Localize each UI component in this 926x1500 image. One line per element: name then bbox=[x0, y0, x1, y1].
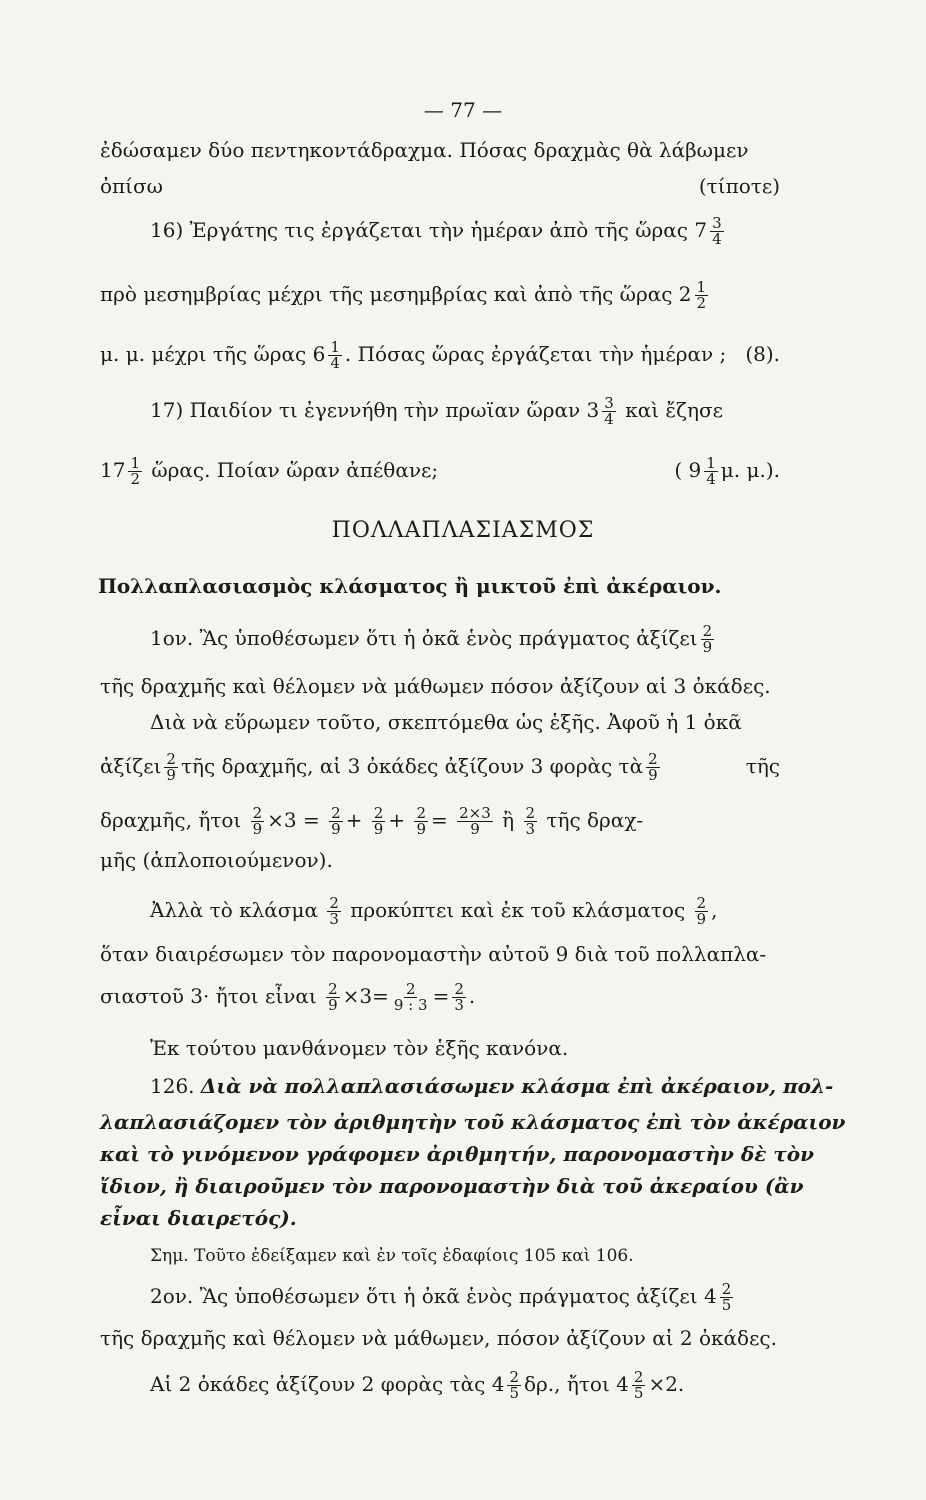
text-line bbox=[150, 708, 780, 736]
line-text: 1ον. Ἂς ὑποθέσωμεν ὅτι ἡ ὀκᾶ ἑνὸς πράγματος ἀξίζει bbox=[150, 626, 698, 650]
fraction: $\frac{2}{3}$ bbox=[454, 980, 464, 1014]
note-line bbox=[150, 1242, 780, 1270]
text-line bbox=[100, 940, 780, 968]
line-text: 16) Ἐργάτης τις ἐργάζεται τὴν ἡμέραν ἀπὸ τῆς ὥρας 7 bbox=[150, 218, 708, 242]
line-text: μῆς (ἁπλοποιούμενον). bbox=[100, 848, 333, 872]
fraction: $\frac{2}{9}$ bbox=[696, 894, 707, 928]
line-text: Αἱ 2 ὀκάδες ἀξίζουν 2 φορὰς τὰς 4 bbox=[150, 1372, 505, 1396]
rule-text: Διὰ νὰ πολλαπλασιάσωμεν κλάσμα ἐπὶ ἀκέραιον, πολ- bbox=[200, 1074, 834, 1098]
fraction: $\frac{2}{9}$ bbox=[328, 980, 338, 1014]
rule-line bbox=[100, 1172, 804, 1200]
operator: + bbox=[388, 808, 406, 832]
fraction: $\frac{2}{9}$ bbox=[331, 804, 341, 838]
answer: (τίποτε) bbox=[698, 174, 780, 198]
line-text: πρὸ μεσημβρίας μέχρι τῆς μεσημβρίας καὶ ἀπὸ τῆς ὥρας 2 bbox=[100, 282, 692, 306]
operator: ×3 = bbox=[267, 808, 320, 832]
operator: ἢ bbox=[502, 808, 515, 832]
fraction: $\frac{2}{3}$ bbox=[525, 804, 536, 838]
line-text: Ἀλλὰ τὸ κλάσμα bbox=[150, 898, 318, 922]
line-text: Ἐκ τούτου μανθάνομεν τὸν ἑξῆς κανόνα. bbox=[150, 1036, 569, 1060]
text-line bbox=[100, 456, 780, 487]
text-line bbox=[100, 752, 780, 783]
exercise-16 bbox=[150, 216, 780, 247]
fraction: $\frac{2}{5}$ bbox=[633, 1368, 644, 1402]
text-line bbox=[100, 1324, 780, 1352]
line-text: δραχμῆς, ἤτοι bbox=[100, 808, 242, 832]
line-text: ἐδώσαμεν δύο πεντηκοντάδραχμα. Πόσας δραχμὰς θὰ λάβωμεν bbox=[100, 138, 749, 162]
example-1 bbox=[150, 624, 780, 655]
rule-text: λαπλασιάζομεν τὸν ἀριθμητὴν τοῦ κλάσματος ἐπὶ τὸν ἀκέραιον bbox=[100, 1110, 846, 1134]
line-text: 2ον. Ἂς ὑποθέσωμεν ὅτι ἡ ὀκᾶ ἑνὸς πράγματος ἀξίζει 4 bbox=[150, 1284, 717, 1308]
fraction: $\frac{2}{9}$ bbox=[373, 804, 384, 838]
line-text: ὥρας. Ποίαν ὥραν ἀπέθανε; bbox=[151, 458, 439, 482]
note-text: Σημ. Τοῦτο ἐδείξαμεν καὶ ἐν τοῖς ἐδαφίοις 105 καὶ 106. bbox=[150, 1246, 634, 1266]
rule-line bbox=[100, 1140, 815, 1168]
fraction: $\frac{1}{4}$ bbox=[706, 454, 716, 488]
rule-text: ἴδιον, ἢ διαιροῦμεν τὸν παρονομαστὴν διὰ τοῦ ἀκεραίου (ἂν bbox=[100, 1174, 804, 1198]
text-line bbox=[100, 280, 780, 311]
text-line bbox=[100, 340, 780, 371]
rule-text: εἶναι διαιρετός). bbox=[100, 1206, 297, 1230]
fraction: $\frac{2}{9}$ bbox=[648, 750, 658, 784]
fraction: $\frac{1}{4}$ bbox=[330, 338, 340, 372]
fraction: $\frac{2}{5}$ bbox=[509, 1368, 519, 1402]
equation-line: σιαστοῦ 3· ἤτοι εἶναι $\frac{2}{9}$ ×3= $\frac{2}{9 : 3}$ = $\frac{2}{3}$ . bbox=[100, 980, 476, 1014]
line-text: προκύπτει καὶ ἐκ τοῦ κλάσματος bbox=[350, 898, 686, 922]
line-text: τῆς bbox=[745, 754, 780, 778]
line-text: 17 bbox=[100, 458, 126, 482]
operator: + bbox=[345, 808, 363, 832]
text-line bbox=[150, 1034, 780, 1062]
line-text: τῆς δραχμῆς, αἱ 3 ὀκάδες ἀξίζουν 3 φορὰς τὰ bbox=[180, 754, 644, 778]
page-number: — 77 — bbox=[423, 98, 503, 122]
line-text: τῆς δραχμῆς καὶ θέλομεν νὰ μάθωμεν πόσον ἀξίζουν αἱ 3 ὀκάδες. bbox=[100, 674, 771, 698]
fraction: $\frac{2}{5}$ bbox=[721, 1280, 732, 1314]
line-text: καὶ ἔζησε bbox=[625, 398, 723, 422]
rule-text: καὶ τὸ γινόμενον γράφομεν ἀριθμητήν, παρονομαστὴν δὲ τὸν bbox=[100, 1142, 815, 1166]
fraction: $\frac{2}{9}$ bbox=[166, 750, 176, 784]
text-line bbox=[100, 172, 780, 200]
fraction: $\frac{3}{4}$ bbox=[604, 394, 614, 428]
fraction: $\frac{2}{9}$ bbox=[252, 804, 263, 838]
rule-line bbox=[100, 1204, 780, 1232]
fraction: $\frac{3}{4}$ bbox=[712, 214, 722, 248]
fraction: $\frac{1}{2}$ bbox=[696, 278, 707, 312]
operator: = bbox=[431, 808, 448, 832]
rule-line bbox=[150, 1072, 834, 1100]
section-number: 126. bbox=[150, 1074, 195, 1098]
line-text: δρ., ἤτοι 4 bbox=[524, 1372, 629, 1396]
line-text: 17) Παιδίον τι ἐγεννήθη τὴν πρωϊαν ὥραν 3 bbox=[150, 398, 600, 422]
operator: = bbox=[432, 984, 450, 1008]
answer: (8). bbox=[745, 342, 780, 366]
line-text: τῆς δραχ- bbox=[546, 808, 644, 832]
fraction: $\frac{2}{9 : 3}$ bbox=[393, 980, 428, 1014]
subsection-heading: Πολλαπλασιασμὸς κλάσματος ἢ μικτοῦ ἐπὶ ἀκέραιον. bbox=[98, 574, 722, 598]
text-line bbox=[100, 672, 780, 700]
example-2 bbox=[150, 1282, 780, 1313]
equation-line bbox=[100, 806, 780, 837]
line-text: τῆς δραχμῆς καὶ θέλομεν νὰ μάθωμεν, πόσον ἀξίζουν αἱ 2 ὀκάδες. bbox=[100, 1326, 777, 1350]
operator: ×3= bbox=[342, 984, 389, 1008]
fraction: $\frac{2}{9}$ bbox=[702, 622, 713, 656]
fraction: $\frac{1}{2}$ bbox=[130, 454, 140, 488]
fraction: $\frac{2}{3}$ bbox=[329, 894, 339, 928]
line-text: Διὰ νὰ εὕρωμεν τοῦτο, σκεπτόμεθα ὡς ἑξῆς. Ἀφοῦ ἡ 1 ὀκᾶ bbox=[150, 710, 742, 734]
rule-line bbox=[100, 1108, 846, 1136]
text-line bbox=[100, 136, 780, 164]
line-text: μ. μ. μέχρι τῆς ὥρας 6 bbox=[100, 342, 326, 366]
exercise-17 bbox=[150, 396, 780, 427]
answer: ( 9 $\frac{1}{4}$ μ. μ.). bbox=[674, 454, 780, 488]
line-text: . Πόσας ὥρας ἐργάζεται τὴν ἡμέραν ; bbox=[344, 342, 727, 366]
fraction: $\frac{2\times 3}{9}$ bbox=[459, 804, 491, 838]
line-text: ὅταν διαιρέσωμεν τὸν παρονομαστὴν αὐτοῦ 9 διὰ τοῦ πολλαπλα- bbox=[100, 942, 767, 966]
fraction: $\frac{2}{9}$ bbox=[416, 804, 427, 838]
text-line bbox=[100, 846, 780, 874]
line-text: ὀπίσω bbox=[100, 174, 163, 198]
line-text: ἀξίζει bbox=[100, 754, 162, 778]
equation-line: Αἱ 2 ὀκάδες ἀξίζουν 2 φορὰς τὰς 4 $\frac{2}{5}$ δρ., ἤτοι 4 $\frac{2}{5}$ ×2. bbox=[150, 1368, 685, 1402]
text-line: Ἀλλὰ τὸ κλάσμα $\frac{2}{3}$ προκύπτει καὶ ἐκ τοῦ κλάσματος $\frac{2}{9}$ , bbox=[150, 894, 718, 928]
section-heading: ΠΟΛΛΑΠΛΑΣΙΑΣΜΟΣ bbox=[331, 518, 595, 543]
line-text: σιαστοῦ 3· ἤτοι εἶναι bbox=[100, 984, 317, 1008]
